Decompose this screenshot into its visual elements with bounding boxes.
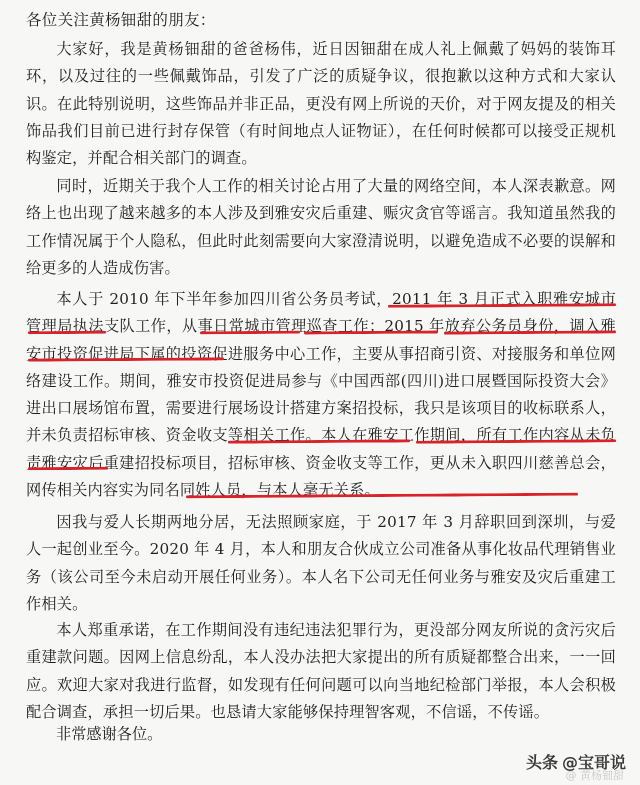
watermark-account: @宝哥说: [561, 753, 626, 772]
letter-paragraph-2: 同时，近期关于我个人工作的相关讨论占用了大量的网络空间，本人深表歉意。网络上也出现了越来越多的本人涉及到雅安灾后重建、赈灾贪官等谣言。我知道虽然我的工作情况属于个人隐私，但此时此刻需要向大家澄清说明，以避免造成不必要的误解和给更多的人造成伤害。: [26, 177, 616, 277]
letter-paragraph-4: 因我与爱人长期两地分居，无法照顾家庭，于 2017 年 3 月辞职回到深圳，与爱人一起创业至今。2020 年 4 月，本人和朋友合伙成立公司准备从事化妆品代理销售业务（该公司至今未启动开展任何业务）。本人名下公司无任何业务与雅安及灾后重建工作相关。: [26, 513, 616, 613]
watermark-sub: @ 黄杨钿甜: [565, 769, 624, 782]
letter-salutation: 各位关注黄杨钿甜的朋友：: [26, 11, 216, 29]
letter-closing: 非常感谢各位。: [56, 725, 163, 743]
letter-paragraph-1: 大家好，我是黄杨钿甜的爸爸杨伟，近日因钿甜在成人礼上佩戴了妈妈的装饰耳环，以及过往的一些佩戴饰品，引发了广泛的质疑争议，很抱歉以这种方式和大家认识。在此特别说明，这些饰品并非正品，更没有网上所说的天价，对于网友提及的相关饰品我们目前已进行封存保管（有时间地点人证物证），在任何时候都可以接受正规机构鉴定，并配合相关部门的调查。: [26, 40, 616, 168]
watermark-brand: 头条: [525, 753, 558, 772]
letter-paragraph-5: 本人郑重承诺，在工作期间没有违纪违法犯罪行为，更没部分网友所说的贪污灾后重建款问题。因网上信息纷乱，本人没办法把大家提出的所有质疑都整合出来，一一回应。欢迎大家对我进行监督，如发现有任何问题可以向当地纪检部门举报，本人会积极配合调查，承担一切后果。也恳请大家能够保持理智客观，不信谣，不传谣。: [26, 621, 616, 721]
letter-paragraph-3: 本人于 2010 年下半年参加四川省公务员考试，2011 年 3 月正式入职雅安城市管理局执法支队工作，从事日常城市管理巡查工作；2015 年放弃公务员身份，调入雅安市投资促进局下属的投资促进服务中心工作，主要从事招商引资、对接服务和单位网络建设工作。期间，雅安市投资促进局参与《中国西部(四川)进口展暨国际投资大会》进出口展场馆布置，需要进行展场设计搭建方案招投标，我只是该项目的收标联系人，并未负责招标审核、资金收支等相关工作。本人在雅安工作期间，所有工作内容从未负责雅安灾后重建招投标项目，招标审核、资金收支等工作，更从未入职四川慈善总会，网传相关内容实为同名同姓人员，与本人毫无关系。: [26, 290, 616, 500]
